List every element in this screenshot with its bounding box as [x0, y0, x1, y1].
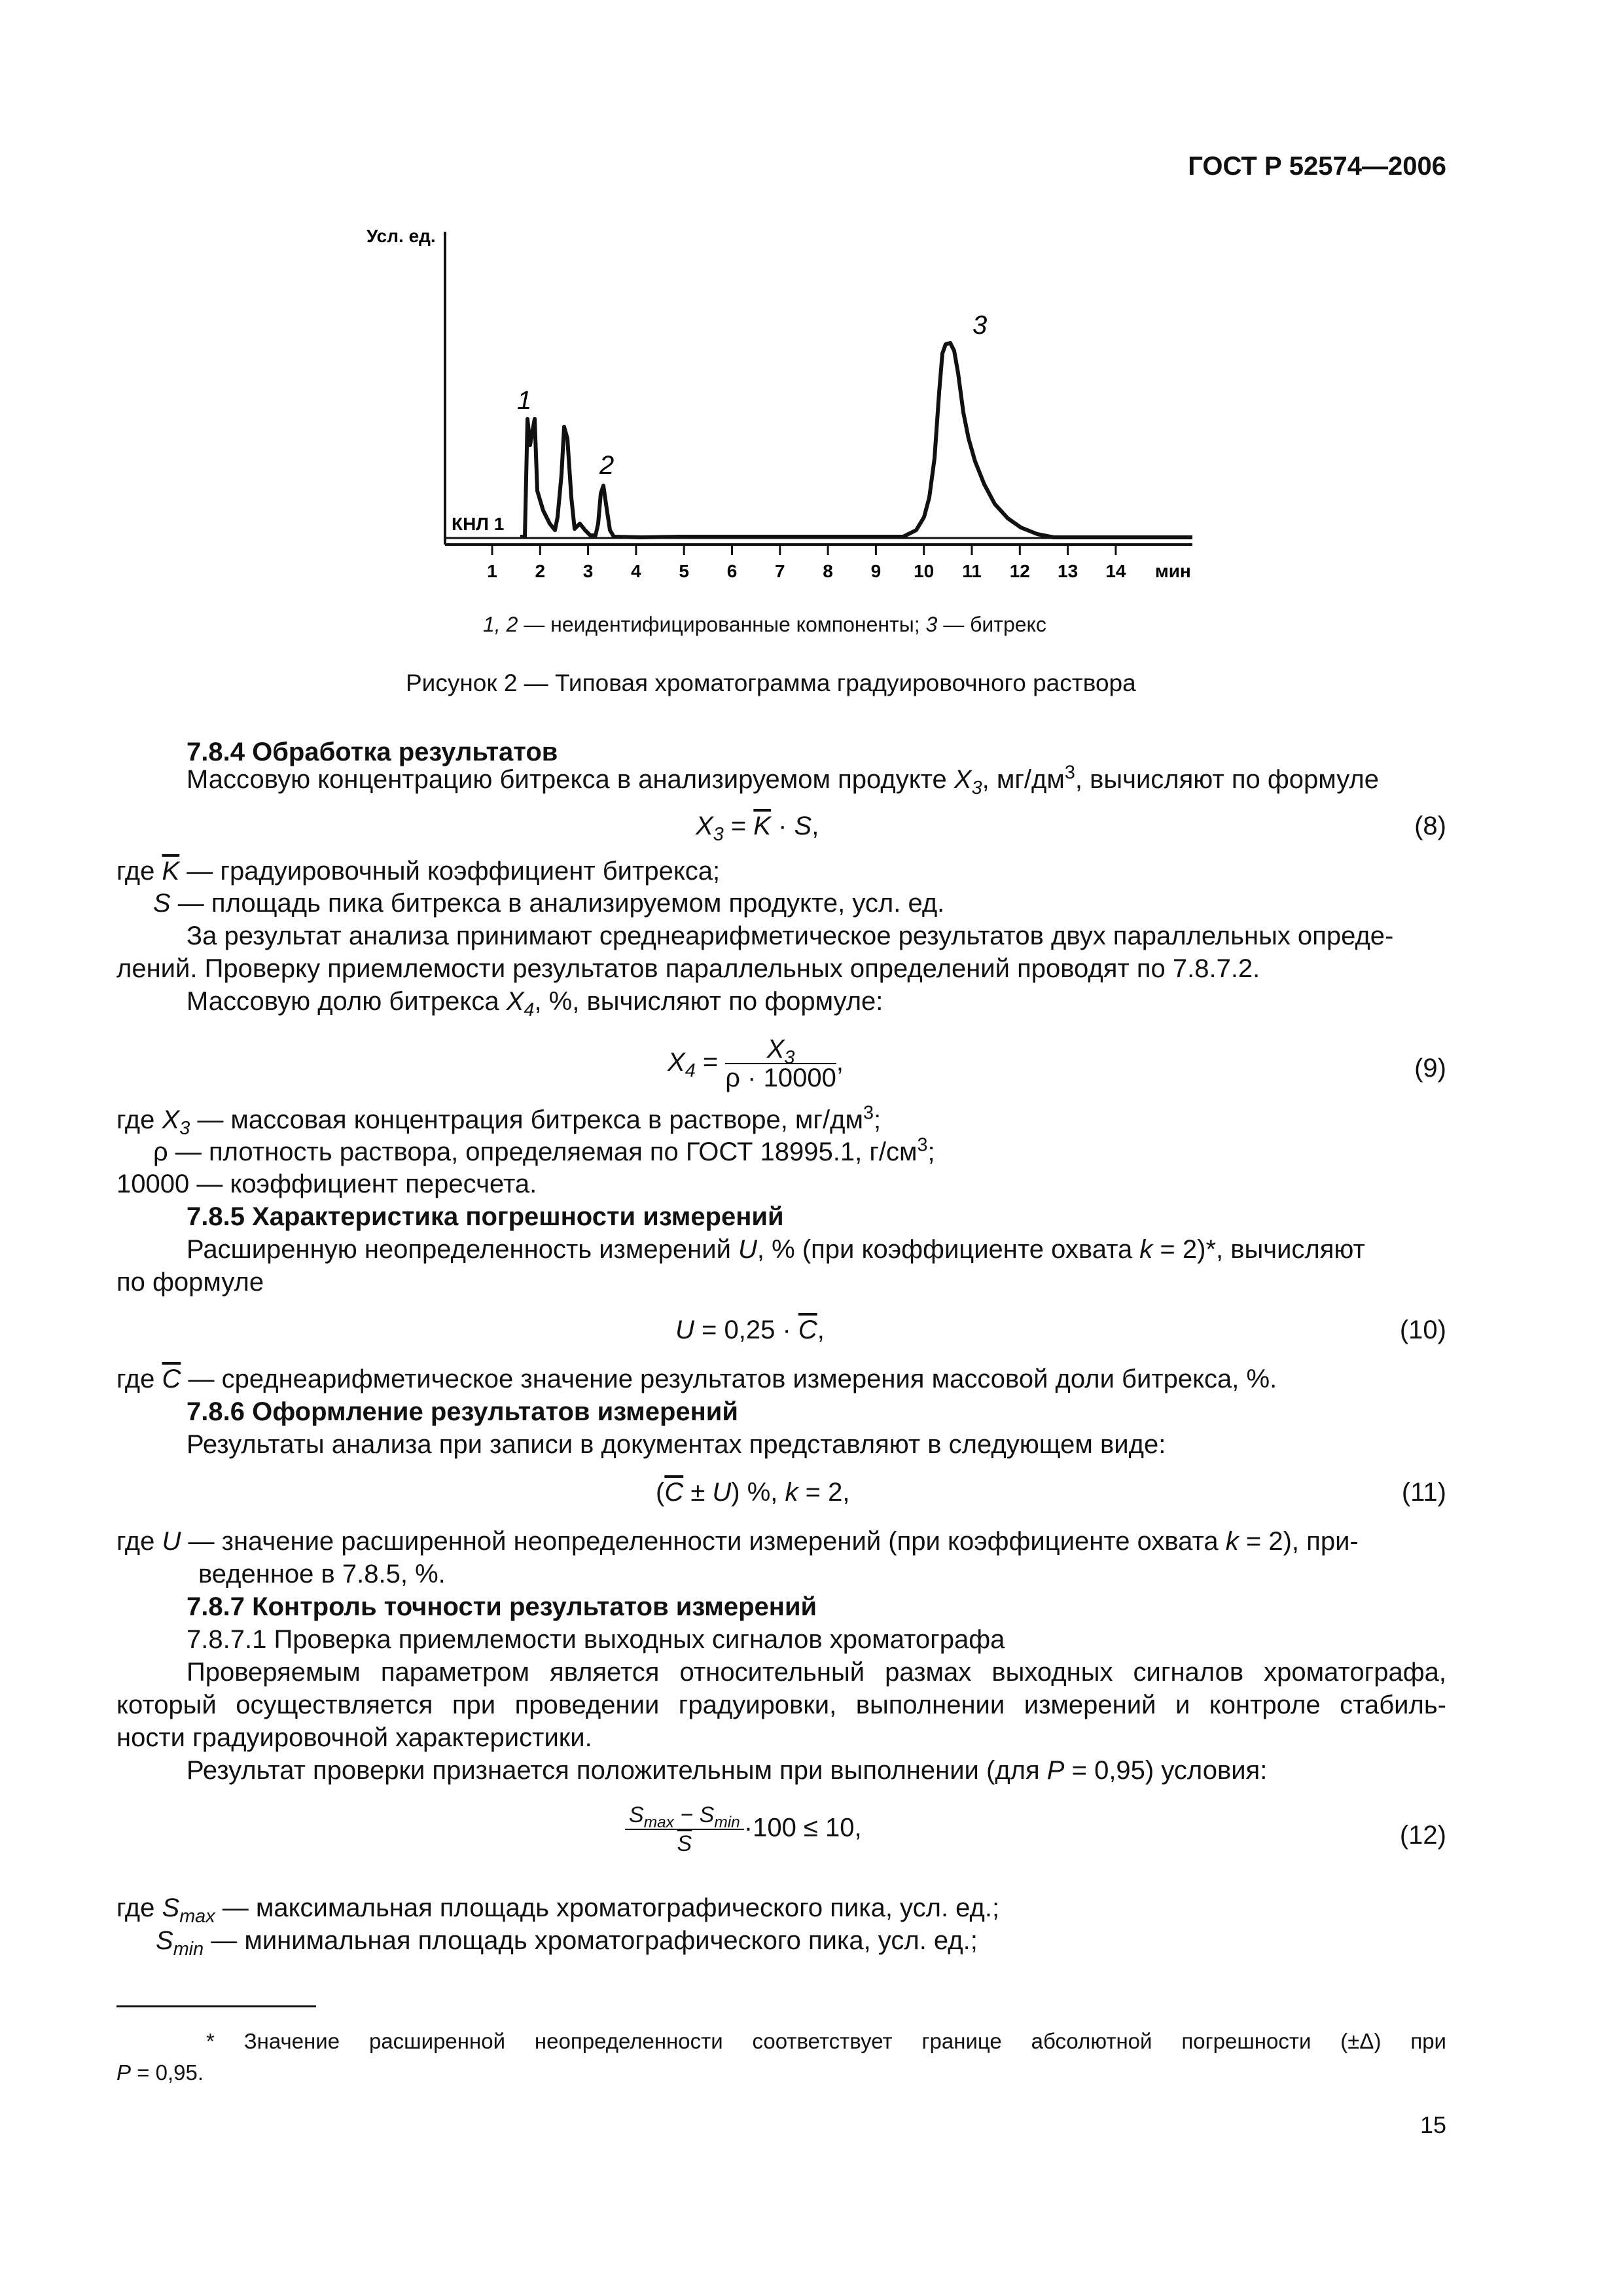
equation-12: $\frac{S_{max} - S_{min}}{S}$ ·100 ≤ 10, [625, 1801, 862, 1857]
var-x4: $X_4$ [506, 987, 535, 1020]
var-smin: $S_{min}$ [156, 1926, 204, 1960]
x-tick-label: 13 [1058, 561, 1079, 581]
s785-line2: по формуле [116, 1268, 264, 1297]
s787-p2: который осуществляется при проведении градуировки, выполнении измерений и контроле стабиль- [116, 1691, 1446, 1719]
s785-l1b: , % (при коэффициенте охвата [757, 1235, 1140, 1264]
equation-9: $X_4$ = $\frac{X_3}{\rho \cdot 10000}$ , [668, 1035, 844, 1092]
var-u: U [738, 1235, 757, 1264]
var-s: S [153, 889, 171, 918]
var-u-2: U [162, 1527, 181, 1556]
x-tick-label: 4 [631, 561, 641, 581]
s784-where2 [153, 887, 944, 920]
var-x3: $X_3$ [954, 765, 982, 798]
s784-where1a: где [116, 857, 162, 886]
s784-l1c: , вычисляют по формуле [1075, 765, 1379, 794]
x-tick-label: 14 [1105, 561, 1126, 581]
x-tick-label: 5 [679, 561, 689, 581]
s784-where2-text: — площадь пика битрекса в анализируемом продукте, усл. ед. [170, 889, 945, 918]
x-axis-ticks [492, 545, 1116, 555]
s784-w9-line2: ρ — плотность раствора, определяемая по ГОСТ 18995.1, $г/см^3$; [153, 1134, 935, 1166]
section-7-8-6-heading: 7.8.6 Оформление результатов измерений [187, 1397, 738, 1426]
var-k: $\overline{K}$ [162, 857, 180, 886]
s786-line1: Результаты анализа при записи в документах представляют в следующем виде: [187, 1430, 1166, 1459]
s785-w1: — среднеарифметическое значение результатов измерения массовой доли битрекса, %. [181, 1365, 1277, 1393]
s784-line1 [187, 763, 1379, 796]
legend-number-3: 3 [925, 613, 938, 636]
s784-w9b: — массовая концентрация битрекса в растворе, мг/дм [190, 1105, 863, 1134]
s787-p4b: = 0,95) условия: [1064, 1756, 1268, 1785]
s784-w9c: ρ — плотность раствора, определяемая по ГОСТ 18995.1, г/см [153, 1138, 918, 1166]
footnote-line1: * Значение расширенной неопределенности соответствует границе абсолютной погрешности (±Δ) при [206, 2029, 1446, 2053]
equation-12-number: (12) [1399, 1821, 1446, 1850]
equation-8: $X_3 = \overline{K} \cdot S$, [696, 812, 819, 845]
section-7-8-7-heading: 7.8.7 Контроль точности результатов измерений [187, 1592, 817, 1621]
s784-p3 [187, 985, 883, 1018]
s785-where1: где $\overline{C}$ — среднеарифметическое значение результатов измерения массовой доли битрекса, %. [116, 1365, 1277, 1393]
x-tick-label: 9 [870, 561, 882, 581]
s787-where1: где $S_{max}$ — максимальная площадь хроматографического пика, усл. ед.; [116, 1893, 1000, 1927]
peak-label-3: 3 [972, 311, 988, 340]
s787-p3: ности градуировочной характеристики. [116, 1723, 592, 1752]
s786-w1: — значение расширенной неопределенности измерений (при коэффициенте охвата [181, 1527, 1226, 1556]
equation-8-number: (8) [1414, 812, 1446, 840]
baseline-label: КНЛ 1 [452, 514, 505, 534]
s784-where1 [116, 855, 720, 888]
var-smax: $S_{max}$ [162, 1893, 215, 1927]
s784-l1b: , мг/дм [982, 765, 1065, 794]
x-tick-label: 6 [726, 561, 738, 581]
equation-10: $U = 0,25 \cdot \overline{C}$, [675, 1316, 825, 1344]
s784-l1a: Массовую концентрацию битрекса в анализируемом продукте [187, 765, 954, 794]
s784-w9-line1: где $X_3$ — массовая концентрация битрекса в растворе, $мг/дм^3$; [116, 1102, 882, 1139]
page-number: 15 [1419, 2111, 1446, 2138]
var-x3-2: $X_3$ [162, 1105, 190, 1139]
chromatogram-trace [520, 343, 1192, 537]
s786-w1b: = 2), при- [1238, 1527, 1359, 1556]
s787-w2: — минимальная площадь хроматографического пика, усл. ед.; [204, 1926, 978, 1955]
x-tick-label: 10 [914, 561, 935, 581]
footnote-line2: P = 0,95. [116, 2060, 204, 2085]
s784-w9-line3: 10000 — коэффициент пересчета. [116, 1170, 537, 1198]
s787-p4a: Результат проверки признается положительным при выполнении (для [187, 1756, 1047, 1785]
x-axis-tick-labels [487, 561, 1126, 581]
document-standard-header: ГОСТ Р 52574—2006 [1188, 152, 1446, 181]
x-axis-unit: мин [1155, 561, 1191, 581]
peak-label-2: 2 [599, 451, 615, 480]
equation-10-number: (10) [1399, 1316, 1446, 1344]
s784-p1: За результат анализа принимают среднеарифметическое результатов двух параллельных опреде- [187, 922, 1394, 950]
s786-where1: где U — значение расширенной неопределенности измерений (при коэффициенте охвата k = 2), при- [116, 1527, 1359, 1556]
s784-where1b: — градуировочный коэффициент битрекса; [179, 857, 721, 886]
x-tick-label: 12 [1009, 561, 1030, 581]
var-k-lower: k [1139, 1235, 1153, 1264]
section-7-8-5-heading: 7.8.5 Характеристика погрешности измерений [187, 1202, 784, 1231]
legend-numbers: 1, 2 [483, 613, 518, 636]
s785-l1a: Расширенную неопределенность измерений [187, 1235, 739, 1264]
footnote-line2-text: = 0,95. [131, 2060, 204, 2085]
s784-p3a: Массовую долю битрекса [187, 987, 507, 1016]
equation-11-number: (11) [1401, 1478, 1446, 1507]
eq12-tail: ·100 ≤ 10, [743, 1813, 862, 1842]
figure-legend [483, 613, 1046, 637]
equation-11: $(\overline{C} \pm U)$ %, k = 2, [656, 1478, 850, 1507]
legend-text-2: — битрекс [937, 613, 1046, 636]
y-axis-label: Усл. ед. [366, 226, 436, 246]
legend-text-1: — неидентифицированные компоненты; [518, 613, 926, 636]
eq10-mid: = 0,25 · [694, 1316, 798, 1344]
x-tick-label: 3 [582, 561, 594, 581]
x-tick-label: 2 [535, 561, 546, 581]
peak-label-1: 1 [517, 386, 532, 415]
figure-caption: Рисунок 2 — Типовая хроматограмма градуировочного раствора [406, 670, 1136, 696]
x-tick-label: 8 [823, 561, 833, 581]
s786-where2: веденное в 7.8.5, %. [198, 1560, 446, 1588]
s787-w1: — максимальная площадь хроматографического пика, усл. ед.; [215, 1893, 1000, 1922]
s785-l1c: = 2)*, вычисляют [1152, 1235, 1365, 1264]
x-tick-label: 1 [487, 561, 497, 581]
s787-p4: Результат проверки признается положительным при выполнении (для P = 0,95) условия: [187, 1756, 1268, 1785]
s784-p2: лений. Проверку приемлемости результатов параллельных определений проводят по 7.8.7.2. [116, 954, 1260, 983]
chromatogram-figure [353, 223, 1217, 589]
var-c: $\overline{C}$ [162, 1365, 181, 1393]
x-tick-label: 11 [962, 561, 982, 581]
x-tick-label: 7 [775, 561, 785, 581]
section-7-8-4-heading: 7.8.4 Обработка результатов [187, 738, 558, 766]
s784-w9a: где [116, 1105, 162, 1134]
s785-line1 [187, 1233, 1365, 1266]
sup-3: 3 [1064, 762, 1075, 783]
footnote-separator [116, 2005, 316, 2007]
s787-p1: Проверяемым параметром является относительный размах выходных сигналов хроматографа, [187, 1658, 1446, 1687]
eq9-denominator: ρ · 10000 [725, 1064, 836, 1092]
s784-p3b: , %, вычисляют по формуле: [534, 987, 883, 1016]
equation-9-number: (9) [1414, 1054, 1446, 1083]
s787-where2 [156, 1924, 978, 1960]
s787-subheading: 7.8.7.1 Проверка приемлемости выходных сигналов хроматографа [187, 1625, 1005, 1654]
